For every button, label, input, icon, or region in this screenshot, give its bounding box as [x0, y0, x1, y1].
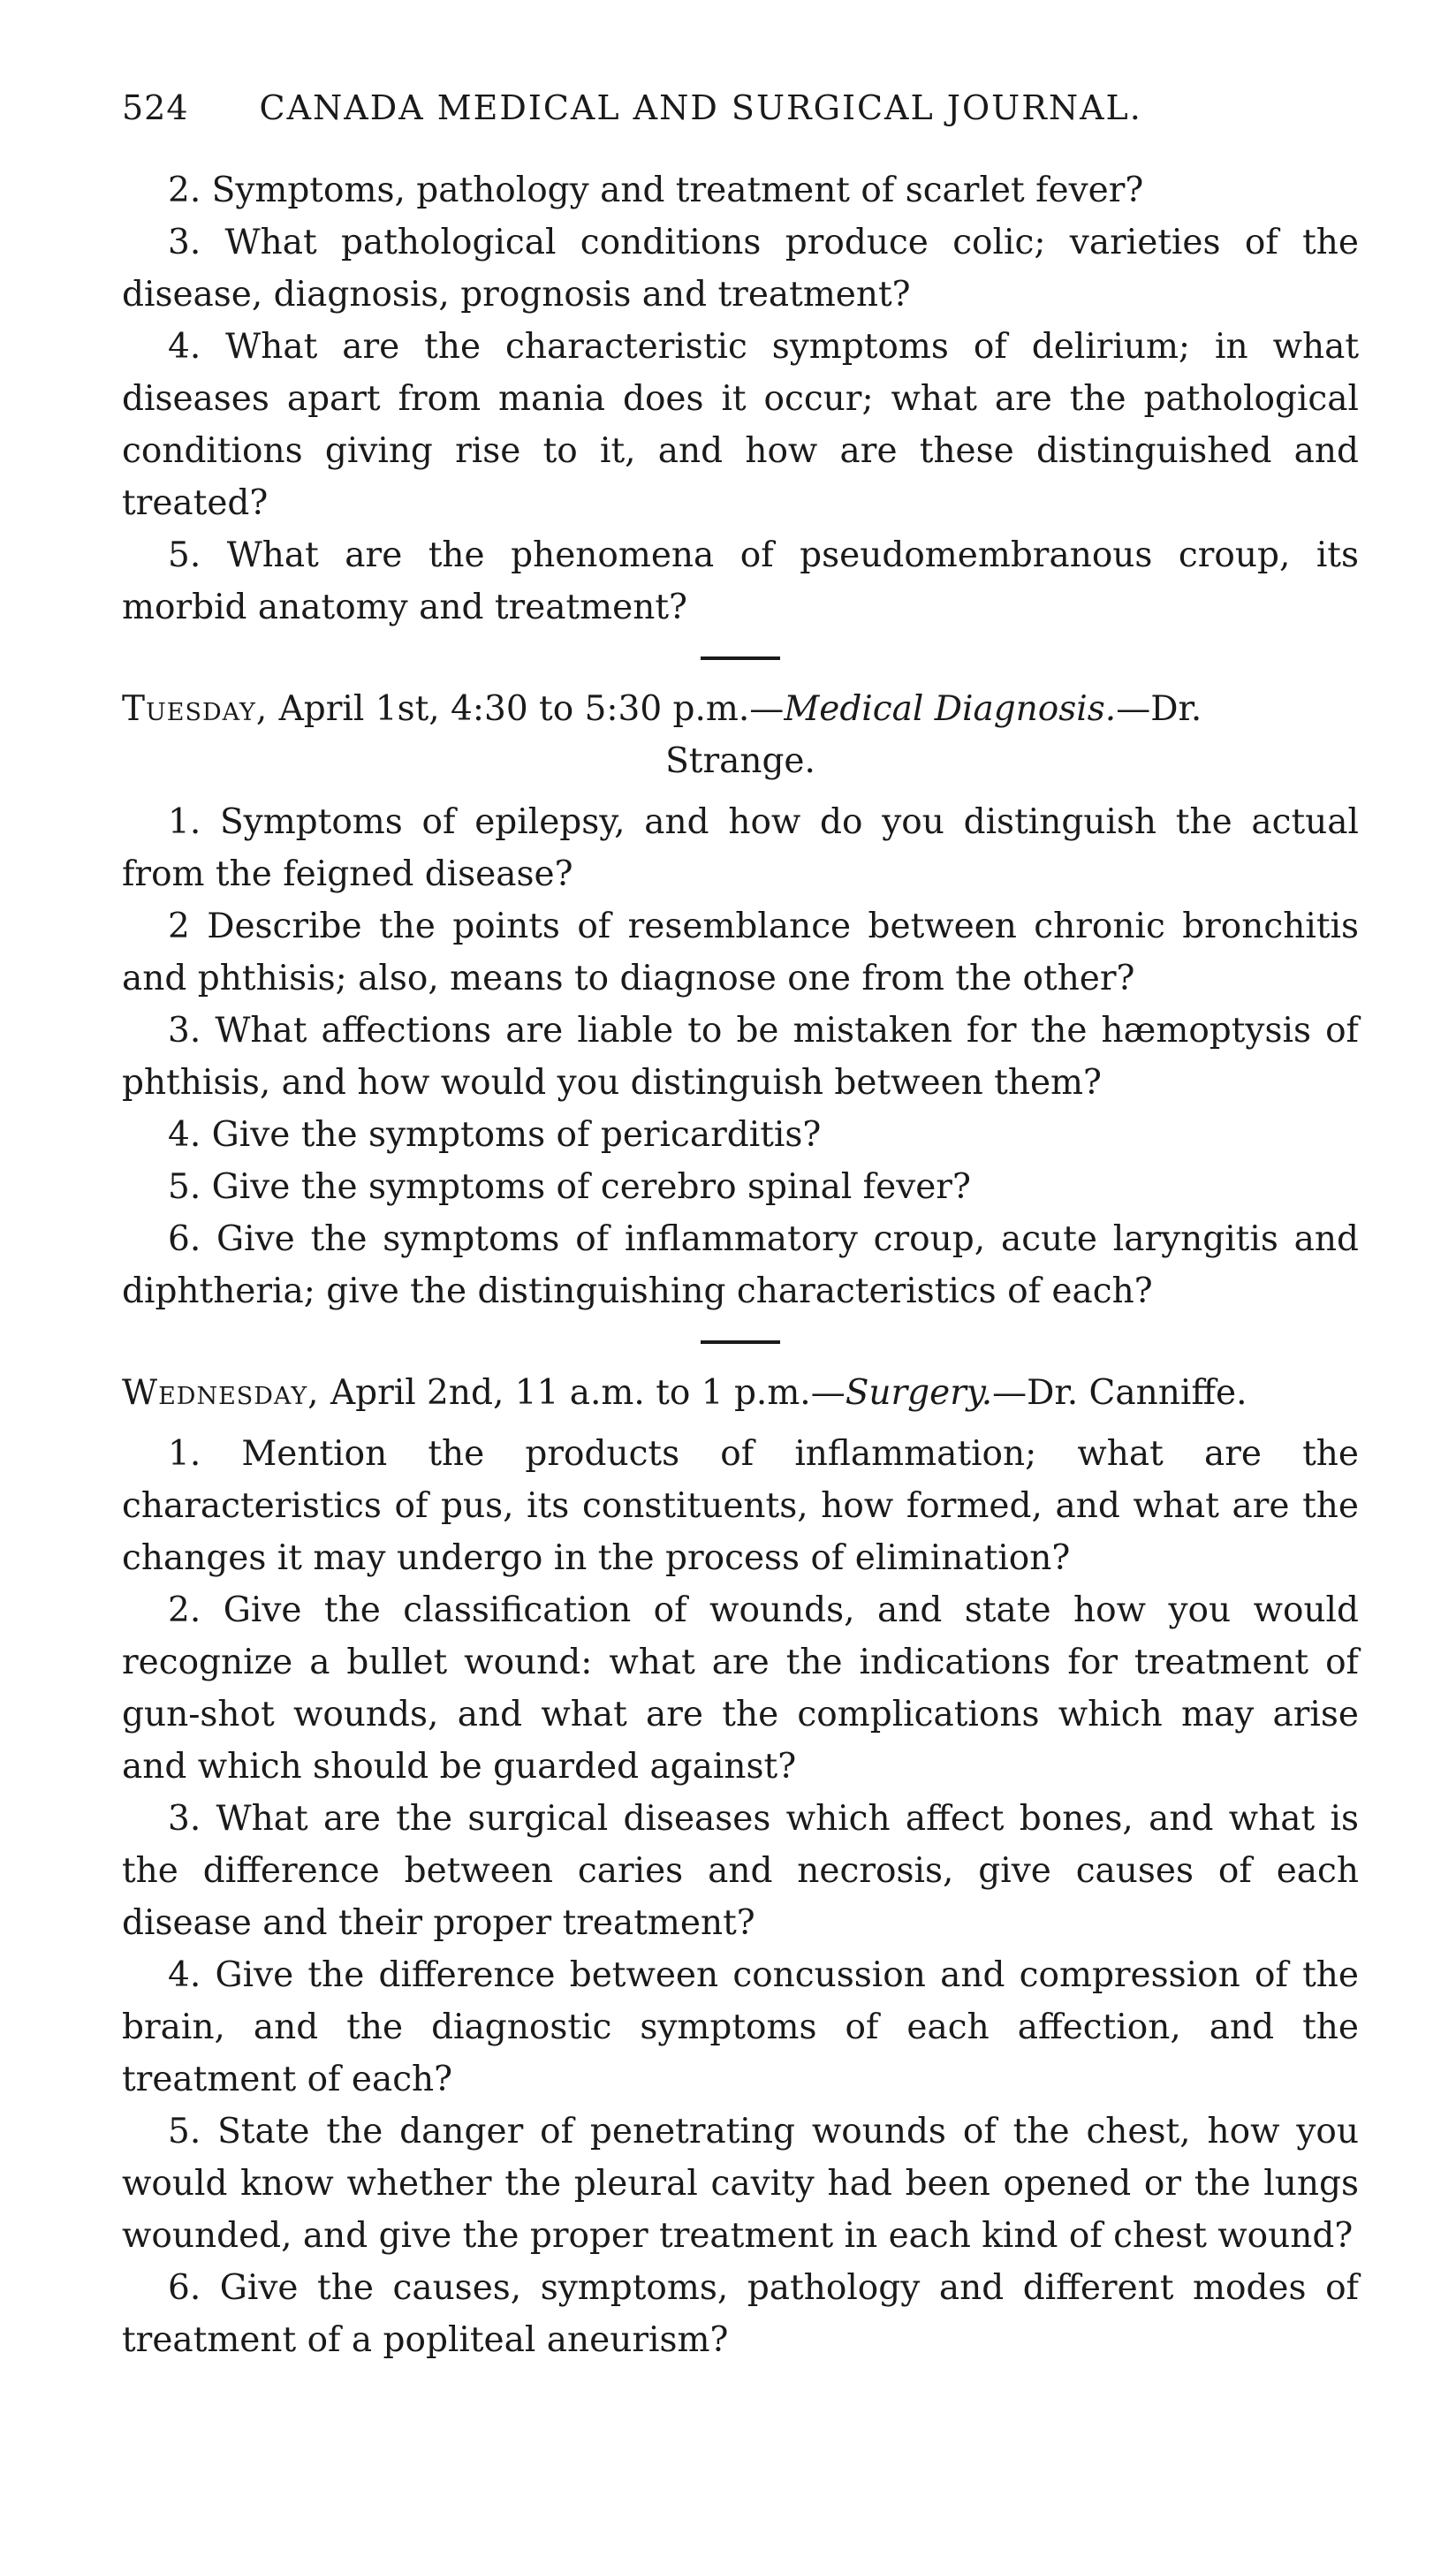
- session-day: Wednesday,: [122, 1373, 320, 1413]
- wednesday-section: [122, 1367, 1359, 2366]
- question-item: 2 Describe the points of resemblance between chronic bronchitis and phthisis; also, means to diagnose one from the other?: [122, 907, 1359, 998]
- question-item: 4. Give the symptoms of pericarditis?: [168, 1115, 822, 1155]
- session-subject: Surgery.: [845, 1373, 993, 1413]
- session-examiner-name: Strange.: [665, 741, 815, 781]
- session-subject: Medical Diagnosis.: [784, 689, 1117, 729]
- question-item: 2. Symptoms, pathology and treatment of scarlet fever?: [168, 171, 1144, 210]
- question-item: 3. What affections are liable to be mistaken for the hæmoptysis of phthisis, and how would you distinguish between them?: [122, 1011, 1359, 1103]
- question-item: 6. Give the symptoms of inflammatory croup, acute laryngitis and diphtheria; give the distinguishing characteristics of each?: [122, 1219, 1359, 1311]
- journal-page: [122, 88, 1359, 2366]
- session-day: Tuesday,: [122, 689, 269, 729]
- previous-questions: [122, 164, 1359, 634]
- running-head: [122, 88, 1359, 127]
- session-heading: [122, 683, 1359, 787]
- section-divider: [701, 1340, 780, 1344]
- section-divider: [701, 656, 780, 660]
- session-time: April 1st, 4:30 to 5:30 p.m.—: [268, 689, 785, 729]
- question-item: 4. Give the difference between concussion and compression of the brain, and the diagnostic symptoms of each affection, and the treatment of each?: [122, 1955, 1359, 2099]
- journal-title: CANADA MEDICAL AND SURGICAL JOURNAL.: [259, 88, 1142, 127]
- session-examiner: —Dr. Canniffe.: [992, 1373, 1247, 1413]
- question-item: 5. State the danger of penetrating wounds of the chest, how you would know whether the pleural cavity had been opened or the lungs wounded, and give the proper treatment in each kind of chest wound?: [122, 2112, 1359, 2256]
- question-item: 3. What pathological conditions produce colic; varieties of the disease, diagnosis, prognosis and treatment?: [122, 223, 1359, 315]
- session-examiner: —Dr.: [1116, 689, 1202, 729]
- question-item: 5. What are the phenomena of pseudomembranous croup, its morbid anatomy and treatment?: [122, 535, 1359, 627]
- tuesday-section: [122, 683, 1359, 1317]
- question-item: 2. Give the classification of wounds, and state how you would recognize a bullet wound: what are the indications for treatment of gun-shot wounds, and what are the complications which may arise and which should be guarded against?: [122, 1590, 1359, 1787]
- question-item: 1. Mention the products of inflammation; what are the characteristics of pus, its constituents, how formed, and what are the changes it may undergo in the process of elimination?: [122, 1434, 1359, 1578]
- question-item: 3. What are the surgical diseases which affect bones, and what is the difference between caries and necrosis, give causes of each disease and their proper treatment?: [122, 1799, 1359, 1943]
- question-item: 1. Symptoms of epilepsy, and how do you distinguish the actual from the feigned disease?: [122, 802, 1359, 894]
- question-item: 4. What are the characteristic symptoms of delirium; in what diseases apart from mania does it occur; what are the pathological conditions giving rise to it, and how are these distinguished and treated?: [122, 327, 1359, 523]
- session-time: April 2nd, 11 a.m. to 1 p.m.—: [319, 1373, 846, 1413]
- page-number: 524: [122, 88, 189, 127]
- session-heading: [122, 1367, 1359, 1419]
- question-item: 6. Give the causes, symptoms, pathology and different modes of treatment of a popliteal aneurism?: [122, 2268, 1359, 2360]
- question-item: 5. Give the symptoms of cerebro spinal fever?: [168, 1167, 971, 1207]
